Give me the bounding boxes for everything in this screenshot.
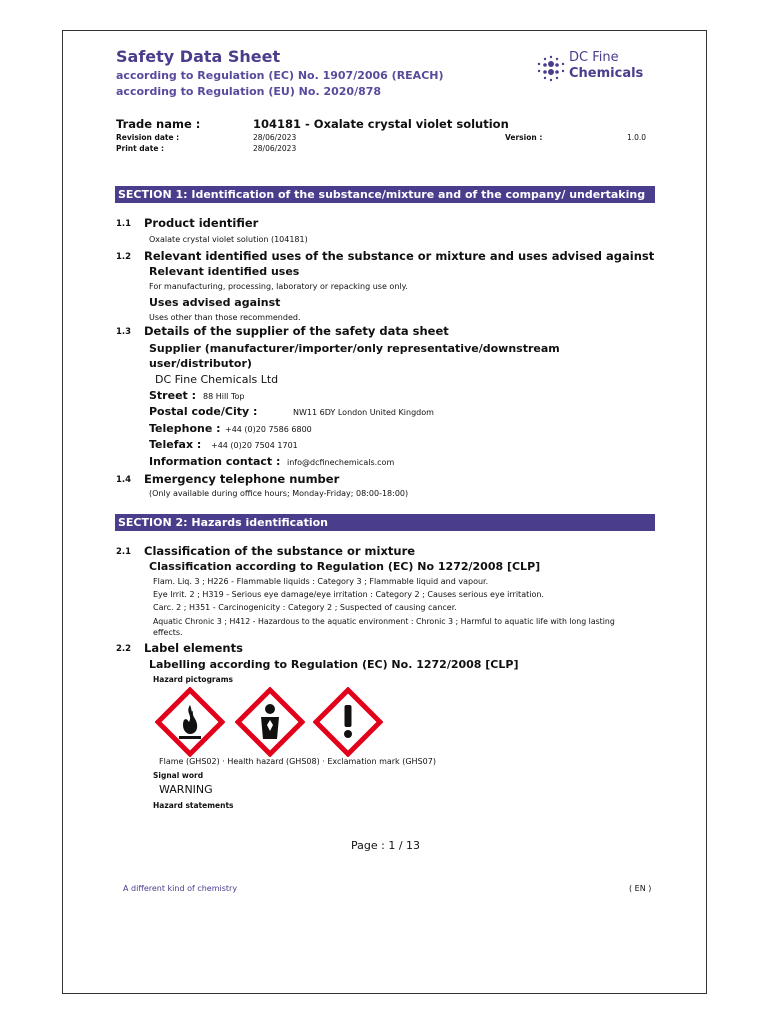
document-page — [62, 30, 707, 994]
hazard-statements-label: Hazard statements — [153, 801, 234, 810]
exclamation-mark-ghs07-icon — [313, 687, 383, 757]
flame-ghs02-icon — [155, 687, 225, 757]
section-1-3-number: 1.3 — [116, 327, 132, 337]
uses-advised-against-text: Uses other than those recommended. — [149, 313, 301, 322]
postal-code-value: NW11 6DY London United Kingdom — [293, 408, 434, 417]
logo-text-dc-fine: DC Fine — [569, 50, 619, 65]
uses-advised-against-subheading: Uses advised against — [149, 296, 281, 309]
section-1-1-number: 1.1 — [116, 219, 132, 229]
information-contact-label: Information contact : — [149, 455, 281, 468]
section-1-4-number: 1.4 — [116, 475, 132, 485]
language-indicator: ( EN ) — [629, 884, 652, 893]
emergency-telephone-heading: Emergency telephone number — [144, 472, 340, 486]
label-elements-heading: Label elements — [144, 641, 243, 655]
relevant-uses-subheading: Relevant identified uses — [149, 265, 300, 278]
section-1-header: SECTION 1: Identification of the substance/mixture and of the company/ undertaking — [115, 186, 655, 203]
version-value: 1.0.0 — [627, 133, 647, 142]
relevant-uses-text: For manufacturing, processing, laboratory or repacking use only. — [149, 282, 408, 291]
revision-date-value: 28/06/2023 — [253, 133, 297, 142]
classification-line: effects. — [153, 628, 183, 637]
product-identifier-text: Oxalate crystal violet solution (104181) — [149, 235, 308, 244]
signal-word-label: Signal word — [153, 771, 204, 780]
telephone-label: Telephone : — [149, 422, 221, 435]
print-date-value: 28/06/2023 — [253, 144, 297, 153]
classification-subheading: Classification according to Regulation (EC) No 1272/2008 [CLP] — [149, 560, 541, 573]
page-number: Page : 1 / 13 — [351, 839, 421, 852]
company-name: DC Fine Chemicals Ltd — [155, 373, 279, 386]
section-2-2-number: 2.2 — [116, 644, 132, 654]
information-contact-email[interactable]: info@dcfinechemicals.com — [287, 458, 395, 467]
telefax-value: +44 (0)20 7504 1701 — [211, 441, 298, 450]
health-hazard-ghs08-icon — [235, 687, 305, 757]
trade-name-value: 104181 - Oxalate crystal violet solution — [253, 117, 509, 131]
footer-tagline: A different kind of chemistry — [123, 884, 238, 893]
signal-word-value: WARNING — [159, 783, 213, 796]
trade-name-label: Trade name : — [116, 117, 201, 131]
version-label: Version : — [505, 133, 543, 142]
logo-text-chemicals: Chemicals — [569, 66, 644, 81]
regulation-reach: according to Regulation (EC) No. 1907/2006 (REACH) — [116, 69, 444, 82]
print-date-label: Print date : — [116, 144, 165, 153]
classification-line: Flam. Liq. 3 ; H226 - Flammable liquids : Category 3 ; Flammable liquid and vapour. — [153, 577, 489, 586]
company-logo-icon — [535, 53, 567, 85]
identified-uses-heading: Relevant identified uses of the substance or mixture and uses advised against — [144, 249, 655, 263]
classification-heading: Classification of the substance or mixture — [144, 544, 416, 558]
postal-code-label: Postal code/City : — [149, 405, 258, 418]
classification-line: Eye Irrit. 2 ; H319 - Serious eye damage/eye irritation : Category 2 ; Causes serious eye irritation. — [153, 590, 544, 599]
telephone-value: +44 (0)20 7586 6800 — [225, 425, 312, 434]
classification-line: Carc. 2 ; H351 - Carcinogenicity : Category 2 ; Suspected of causing cancer. — [153, 603, 457, 612]
section-2-header: SECTION 2: Hazards identification — [115, 514, 655, 531]
regulation-eu: according to Regulation (EU) No. 2020/878 — [116, 85, 382, 98]
pictograms-caption: Flame (GHS02) · Health hazard (GHS08) · Exclamation mark (GHS07) — [159, 757, 436, 766]
section-1-2-number: 1.2 — [116, 252, 132, 262]
street-label: Street : — [149, 389, 197, 402]
supplier-details-heading: Details of the supplier of the safety data sheet — [144, 324, 449, 338]
supplier-subheading-line2: user/distributor) — [149, 357, 252, 370]
document-title: Safety Data Sheet — [116, 47, 281, 66]
classification-line: Aquatic Chronic 3 ; H412 - Hazardous to the aquatic environment : Chronic 3 ; Harmful to aquatic life with long lasting — [153, 617, 615, 626]
supplier-subheading-line1: Supplier (manufacturer/importer/only representative/downstream — [149, 342, 560, 355]
revision-date-label: Revision date : — [116, 133, 180, 142]
telefax-label: Telefax : — [149, 438, 202, 451]
emergency-telephone-text: (Only available during office hours; Monday-Friday; 08:00-18:00) — [149, 489, 409, 498]
street-value: 88 Hill Top — [203, 392, 245, 401]
labelling-subheading: Labelling according to Regulation (EC) No. 1272/2008 [CLP] — [149, 658, 519, 671]
section-2-1-number: 2.1 — [116, 547, 132, 557]
hazard-pictograms-label: Hazard pictograms — [153, 675, 233, 684]
product-identifier-heading: Product identifier — [144, 216, 259, 230]
